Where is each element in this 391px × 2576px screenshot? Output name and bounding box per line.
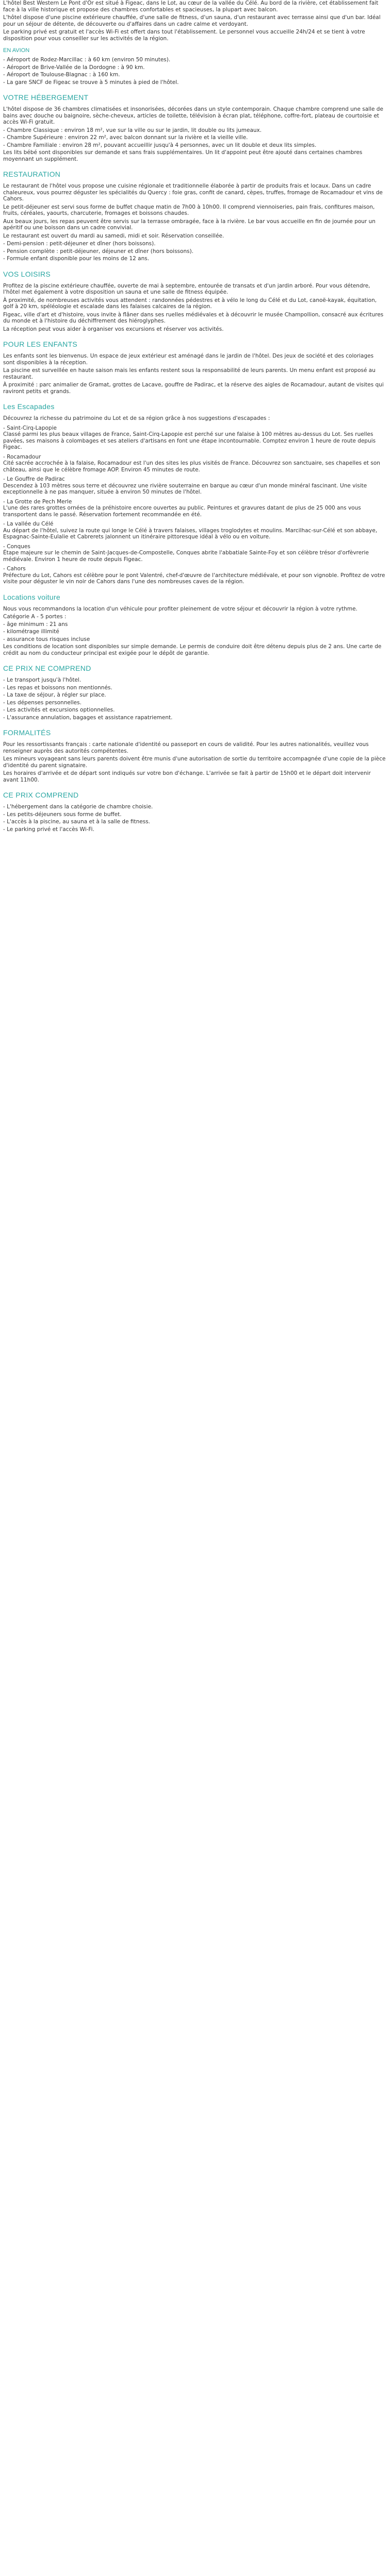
escapade-title: - Rocamadour [3, 453, 41, 460]
hotel-item: - Chambre Supérieure : environ 22 m², avec balcon donnant sur la rivière et la vieille ville. [3, 134, 248, 141]
enfants-section [3, 353, 387, 395]
escapade-item [3, 454, 387, 473]
conditions-item: - Les dépenses personnelles. [3, 699, 82, 706]
access-item: - La gare SNCF de Figeac se trouve à 5 minutes à pied de l'hôtel. [3, 79, 179, 86]
escapade-title: - La Grotte de Pech Merle [3, 498, 72, 505]
intro-paragraph: L'hôtel dispose d'une piscine extérieure chauffée, d'une salle de fitness, d'un sauna, d'un restaurant avec terrasse ainsi que d'un bar. Idéal pour un séjour de détente, de découverte ou d'affaires dans un cadre calme et verdoyant. [3, 14, 381, 27]
escapade-title: - Le Gouffre de Padirac [3, 476, 65, 482]
locations-item: - kilométrage illimité [3, 629, 59, 635]
escapade-text: Étape majeure sur le chemin de Saint-Jacques-de-Compostelle, Conques abrite l'abbatiale Sainte-Foy et son célèbre trésor d'orfèvrerie médiévale. Environ 1 heure de route depuis Figeac. [3, 550, 369, 563]
intro-paragraph: L'hôtel Best Western Le Pont d'Or est situé à Figeac, dans le Lot, au cœur de la vallée du Célé. Au bord de la rivière, cet établissement fait face à la ville historique et propose des chambres confortables et spacieuses, la plupart avec balcon. [3, 0, 379, 13]
prix-item: - Les petits-déjeuners sous forme de buffet. [3, 811, 122, 818]
locations-item: - assurance tous risques incluse [3, 636, 90, 642]
enfants-paragraph: Les enfants sont les bienvenus. Un espace de jeux extérieur est aménagé dans le jardin de l'hôtel. Des jeux de société et des coloriages sont disponibles à la réception. [3, 353, 374, 366]
section-title-prix: CE PRIX COMPREND [3, 791, 79, 799]
escapade-text: Descendez à 103 mètres sous terre et découvrez une rivière souterraine en barque au cœur d'un monde minéral fascinant. Une visite exceptionnelle à ne pas manquer, située à environ 50 minutes de l'hôtel. [3, 482, 367, 495]
escapade-item [3, 476, 387, 496]
hotel-item: - Chambre Familiale : environ 28 m², pouvant accueillir jusqu'à 4 personnes, avec un lit double et deux lits simples. [3, 142, 317, 148]
loisirs-paragraph: Figeac, ville d'art et d'histoire, vous invite à flâner dans ses ruelles médiévales et à découvrir le musée Champollion, consacré aux écritures du monde et à l'histoire du déchiffrement des hiéroglyphes. [3, 311, 384, 324]
restaurant-paragraph: Le petit-déjeuner est servi sous forme de buffet chaque matin de 7h00 à 10h00. Il comprend viennoiseries, pain frais, confitures maison, fruits, céréales, yaourts, charcuterie, fromages et boissons chaudes. [3, 204, 375, 216]
enfants-paragraph: À proximité : parc animalier de Gramat, grottes de Lacave, gouffre de Padirac, et la réserve des aigles de Rocamadour, autant de visites qui raviront petits et grands. [3, 382, 384, 395]
section-title-formalites: FORMALITÉS [3, 728, 51, 737]
locations-item: - âge minimum : 21 ans [3, 621, 68, 628]
hotel-paragraph: Les lits bébé sont disponibles sur demande et sans frais supplémentaires. Un lit d'appoint peut être ajouté dans certaines chambres moyennant un supplément. [3, 149, 363, 162]
section-title-enfants: POUR LES ENFANTS [3, 340, 78, 348]
access-title: EN AVION [3, 47, 30, 54]
restaurant-paragraph: Le restaurant est ouvert du mardi au samedi, midi et soir. Réservation conseillée. [3, 232, 224, 239]
locations-section [3, 606, 387, 657]
section-title-locations: Locations voiture [3, 592, 60, 601]
restaurant-paragraph: Le restaurant de l'hôtel vous propose une cuisine régionale et traditionnelle élaborée à partir de produits frais et locaux. Dans un cadre chaleureux, vous pourrez déguster les spécialités du Quercy : foie gras, confit de canard, cèpes, truffes, fromage de Rocamadour et vins de Cahors. [3, 183, 383, 202]
section-title-restaurant: RESTAURATION [3, 170, 61, 178]
section-title-hotel: VOTRE HÉBERGEMENT [3, 93, 89, 101]
escapade-title: - Cahors [3, 566, 26, 572]
escapade-item [3, 521, 387, 540]
hotel-item: - Chambre Classique : environ 18 m², vue sur la ville ou sur le jardin, lit double ou lits jumeaux. [3, 127, 262, 133]
locations-paragraph: Nous vous recommandons la location d'un véhicule pour profiter pleinement de votre séjour et découvrir la région à votre rythme. [3, 605, 357, 612]
access-item: - Aéroport de Rodez-Marcillac : à 60 km (environ 50 minutes). [3, 57, 171, 63]
restaurant-item: - Formule enfant disponible pour les moins de 12 ans. [3, 256, 150, 262]
access-list [3, 57, 387, 86]
locations-item: Catégorie A - 5 portes : [3, 614, 67, 620]
prix-item: - L'hébergement dans la catégorie de chambre choisie. [3, 804, 153, 810]
escapades-intro: Découvrez la richesse du patrimoine du Lot et de sa région grâce à nos suggestions d'escapades : [3, 415, 270, 421]
locations-paragraph: Les conditions de location sont disponibles sur simple demande. Le permis de conduire doit être détenu depuis plus de 2 ans. Une carte de crédit au nom du conducteur principal est exigée pour le dépôt de garantie. [3, 643, 382, 656]
escapade-item [3, 425, 387, 451]
restaurant-item: - Pension complète : petit-déjeuner, déjeuner et dîner (hors boissons). [3, 248, 194, 255]
restaurant-item: - Demi-pension : petit-déjeuner et dîner (hors boissons). [3, 241, 156, 247]
escapades-section [3, 415, 387, 585]
section-title-loisirs: VOS LOISIRS [3, 269, 51, 278]
access-item: - Aéroport de Brive-Vallée de la Dordogne : à 90 km. [3, 64, 145, 71]
prix-section [3, 804, 387, 833]
hotel-paragraph: L'hôtel dispose de 36 chambres climatisées et insonorisées, décorées dans un style contemporain. Chaque chambre comprend une salle de bains avec douche ou baignoire, sèche-cheveux, articles de toilette, télévision à écran plat, téléphone, coffre-fort, plateau de courtoisie et accès Wi-Fi gratuit. [3, 106, 383, 125]
escapade-title: - Conques [3, 543, 30, 550]
escapade-text: Cité sacrée accrochée à la falaise, Rocamadour est l'un des sites les plus visités de France. Découvrez son sanctuaire, ses chapelles et son château, ainsi que le célèbre fromage AOP. Environ 45 minutes de route. [3, 460, 380, 473]
escapade-text: Classé parmi les plus beaux villages de France, Saint-Cirq-Lapopie est perché sur une falaise à 100 mètres au-dessus du Lot. Ses ruelles pavées, ses maisons à colombages et ses ateliers d'artisans en font une étape incontournable. Comptez environ 1 heure de route depuis Figeac. [3, 431, 376, 450]
loisirs-paragraph: À proximité, de nombreuses activités vous attendent : randonnées pédestres et à vélo le long du Célé et du Lot, canoë-kayak, équitation, golf à 20 km, spéléologie et escalade dans les falaises calcaires de la région. [3, 297, 377, 310]
escapade-text: L'une des rares grottes ornées de la préhistoire encore ouvertes au public. Peintures et gravures datant de plus de 25 000 ans vous transportent dans le passé. Réservation fortement recommandée en été. [3, 505, 361, 518]
restaurant-paragraph: Aux beaux jours, les repas peuvent être servis sur la terrasse ombragée, face à la rivière. Le bar vous accueille en fin de journée pour un apéritif ou une boisson dans un cadre convivial. [3, 218, 376, 231]
access-item: - Aéroport de Toulouse-Blagnac : à 160 km. [3, 72, 120, 78]
restaurant-section [3, 183, 387, 262]
conditions-item: - Le transport jusqu'à l'hôtel. [3, 677, 82, 683]
section-title-escapades: Les Escapades [3, 402, 55, 411]
conditions-section [3, 677, 387, 721]
escapade-title: - La vallée du Célé [3, 521, 54, 527]
loisirs-paragraph: Profitez de la piscine extérieure chauffée, ouverte de mai à septembre, entourée de transats et d'un jardin arboré. Pour vous détendre, l'hôtel met également à votre disposition un sauna et une salle de fitness équipée. [3, 282, 370, 295]
hotel-section [3, 106, 387, 162]
escapade-text: Au départ de l'hôtel, suivez la route qui longe le Célé à travers falaises, villages troglodytes et moulins. Marcilhac-sur-Célé et son abbaye, Espagnac-Sainte-Eulalie et Cabrerets jalonnent un itinéraire pittoresque idéal à vélo ou en voiture. [3, 527, 378, 540]
escapade-item [3, 499, 387, 518]
conditions-item: - L'assurance annulation, bagages et assistance rapatriement. [3, 714, 173, 721]
formalites-paragraph: Les mineurs voyageant sans leurs parents doivent être munis d'une autorisation de sortie du territoire accompagnée d'une copie de la pièce d'identité du parent signataire. [3, 756, 386, 769]
prix-item: - L'accès à la piscine, au sauna et à la salle de fitness. [3, 819, 151, 825]
formalites-paragraph: Les horaires d'arrivée et de départ sont indiqués sur votre bon d'échange. L'arrivée se fait à partir de 15h00 et le départ doit intervenir avant 11h00. [3, 770, 371, 783]
loisirs-paragraph: La réception peut vous aider à organiser vos excursions et réserver vos activités. [3, 326, 224, 332]
escapade-text: Préfecture du Lot, Cahors est célèbre pour le pont Valentré, chef-d'œuvre de l'architecture médiévale, et pour son vignoble. Profitez de votre visite pour déguster le vin noir de Cahors dans l'une des nombreuses caves de la région. [3, 572, 385, 585]
enfants-paragraph: La piscine est surveillée en haute saison mais les enfants restent sous la responsabilité de leurs parents. Un menu enfant est proposé au restaurant. [3, 367, 376, 380]
loisirs-section [3, 283, 387, 333]
escapade-item [3, 544, 387, 563]
page [0, 0, 387, 833]
intro-paragraph: Le parking privé est gratuit et l'accès Wi-Fi est offert dans tout l'établissement. Le personnel vous accueille 24h/24 et se tient à votre disposition pour vous conseiller sur les activités de la région. [3, 29, 365, 42]
intro [3, 0, 387, 42]
conditions-item: - Les repas et boissons non mentionnés. [3, 684, 112, 691]
section-title-conditions: CE PRIX NE COMPREND [3, 664, 91, 672]
conditions-item: - La taxe de séjour, à régler sur place. [3, 692, 106, 698]
formalites-section [3, 741, 387, 783]
conditions-item: - Les activités et excursions optionnelles. [3, 707, 115, 713]
prix-item: - Le parking privé et l'accès Wi-Fi. [3, 826, 94, 833]
formalites-paragraph: Pour les ressortissants français : carte nationale d'identité ou passeport en cours de validité. Pour les autres nationalités, veuillez vous renseigner auprès des autorités compétentes. [3, 741, 369, 754]
escapade-item [3, 566, 387, 585]
escapade-title: - Saint-Cirq-Lapopie [3, 425, 57, 431]
